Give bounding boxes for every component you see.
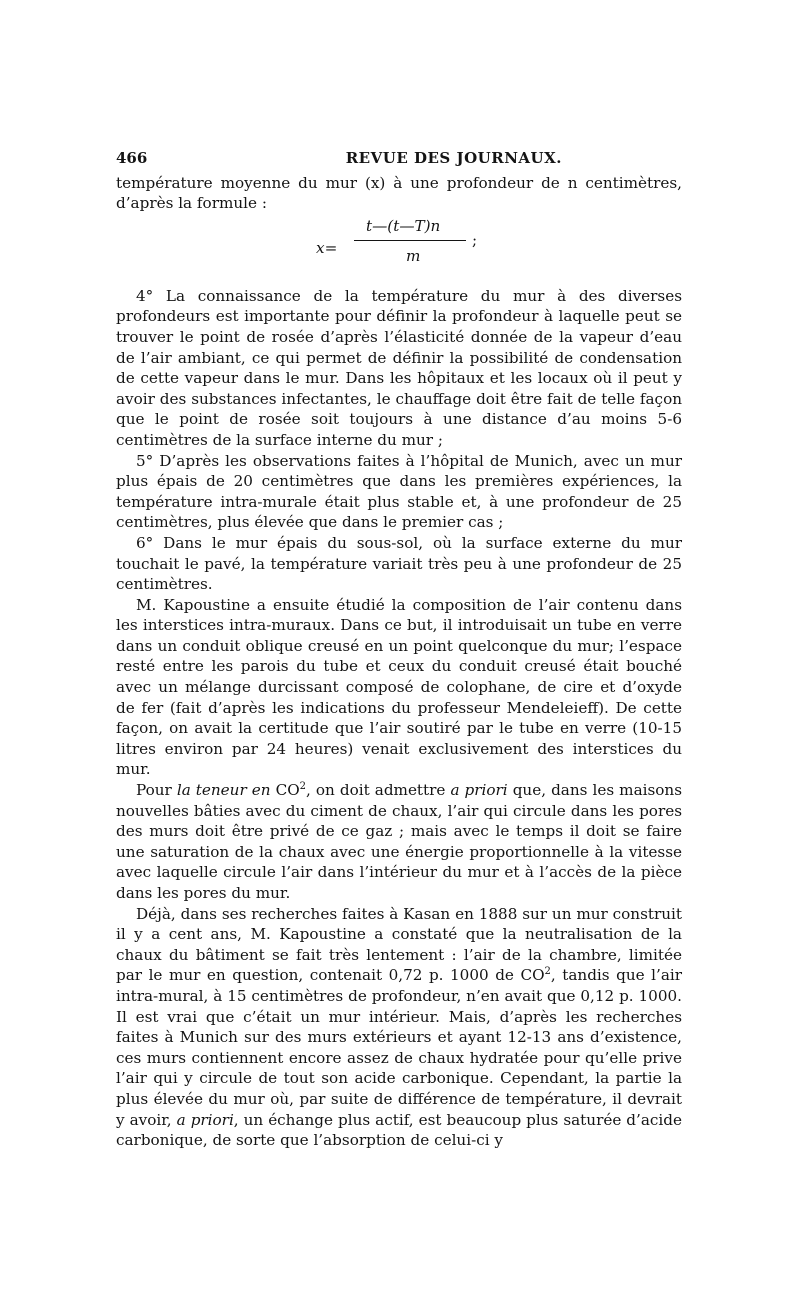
formula-numerator: t—(t—T)n <box>366 216 441 235</box>
p9-em-apriori: a priori <box>176 1110 234 1129</box>
p8-mid: , on doit admettre <box>306 781 451 800</box>
p9-sup: 2 <box>544 966 551 978</box>
intro-text: température moyenne du mur (x) à une profondeur de n centimètres, d’après la formule : <box>116 173 682 213</box>
formula-lhs: x= <box>316 238 338 257</box>
running-header <box>116 148 682 169</box>
p8-co2: CO <box>270 781 300 800</box>
p8-sup: 2 <box>299 780 307 792</box>
formula-denominator: m <box>406 246 421 265</box>
p8-rest: que, dans les maisons nouvelles bâties avec du ciment de chaux, l’air qui circule dans les pores des murs doit être privé de ce gaz ; mais avec le temps il doit se faire une saturation de la chaux avec une énergie proportionnelle à la vitesse avec laquelle circule l’air dans l’intérieur du mur et à l’accès de la pièce dans les pores du mur. <box>116 781 682 902</box>
page-number: 466 <box>116 149 148 167</box>
p8-em-teneur: la teneur en <box>176 781 271 800</box>
p9-a: Déjà, dans ses recherches faites à Kasan en 1888 sur un mur construit il y a cent ans, M. Kapoustine a constaté que la neutralisation de la chaux du bâtiment se fait très lentement : l’air de la chambre, limitée par le mur en question, contenait 0,72 p. 1000 de CO <box>116 904 682 985</box>
formula <box>116 216 682 280</box>
formula-end: ; <box>472 230 478 249</box>
journal-page <box>116 148 682 1151</box>
paragraph-kasan <box>116 904 682 1151</box>
p9-c: , un échange plus actif, est beaucoup plus saturée d’acide carbonique, de sorte que l’absorption de celui-ci y <box>116 1110 682 1150</box>
p9-b: , tandis que l’air intra-mural, à 15 centimètres de profondeur, n’en avait que 0,12 p. 1000. Il est vrai que c’était un mur intérieur. Mais, d’après les recherches faites à Munich sur des murs extérieurs et ayant 12-13 ans d’existence, ces murs contiennent encore assez de chaux hydratée pour qu’elle prive l’air qui y circule de tout son acide carbonique. Cependant, la partie la plus élevée du mur où, par suite de différence de température, il devrait y avoir, <box>116 966 682 1129</box>
running-title: REVUE DES JOURNAUX. <box>345 149 562 167</box>
paragraph-4: 4° La connaissance de la température du mur à des diverses profondeurs est importante pour définir la profondeur à laquelle peut se trouver le point de rosée d’après l’élasticité donnée de la vapeur d’eau de l’air ambiant, ce qui permet de définir la possibilité de condensation de cette vapeur dans le mur. Dans les hôpitaux et les locaux où il peut y avoir des substances infectantes, le chauffage doit être fait de telle façon que le point de rosée soit toujours à une distance d’au moins 5-6 centimètres de la surface interne du mur ; <box>116 286 682 449</box>
p8-em-apriori: a priori <box>450 781 508 800</box>
paragraph-kapoustine: M. Kapoustine a ensuite étudié la composition de l’air contenu dans les interstices intra-muraux. Dans ce but, il introduisait un tube en verre dans un conduit oblique creusé en un point quelconque du mur; l’espace resté entre les parois du tube et ceux du conduit creusé était bouché avec un mélange durcissant composé de colophane, de cire et d’oxyde de fer (fait d’après les indications du professeur Mendeleieff). De cette façon, on avait la certitude que l’air soutiré par le tube en verre (10-15 litres environ par 24 heures) venait exclusivement des interstices du mur. <box>116 595 682 779</box>
paragraph-5: 5° D’après les observations faites à l’hôpital de Munich, avec un mur plus épais de 20 centimètres que dans les premières expériences, la température intra-murale était plus stable et, à une profondeur de 25 centimètres, plus élevée que dans le premier cas ; <box>116 451 682 532</box>
fraction-bar <box>354 240 466 241</box>
p8-lead: Pour <box>136 781 177 800</box>
paragraph-co2 <box>116 780 682 904</box>
paragraph-6: 6° Dans le mur épais du sous-sol, où la surface externe du mur touchait le pavé, la température variait très peu à une profondeur de 25 centimètres. <box>116 533 682 594</box>
